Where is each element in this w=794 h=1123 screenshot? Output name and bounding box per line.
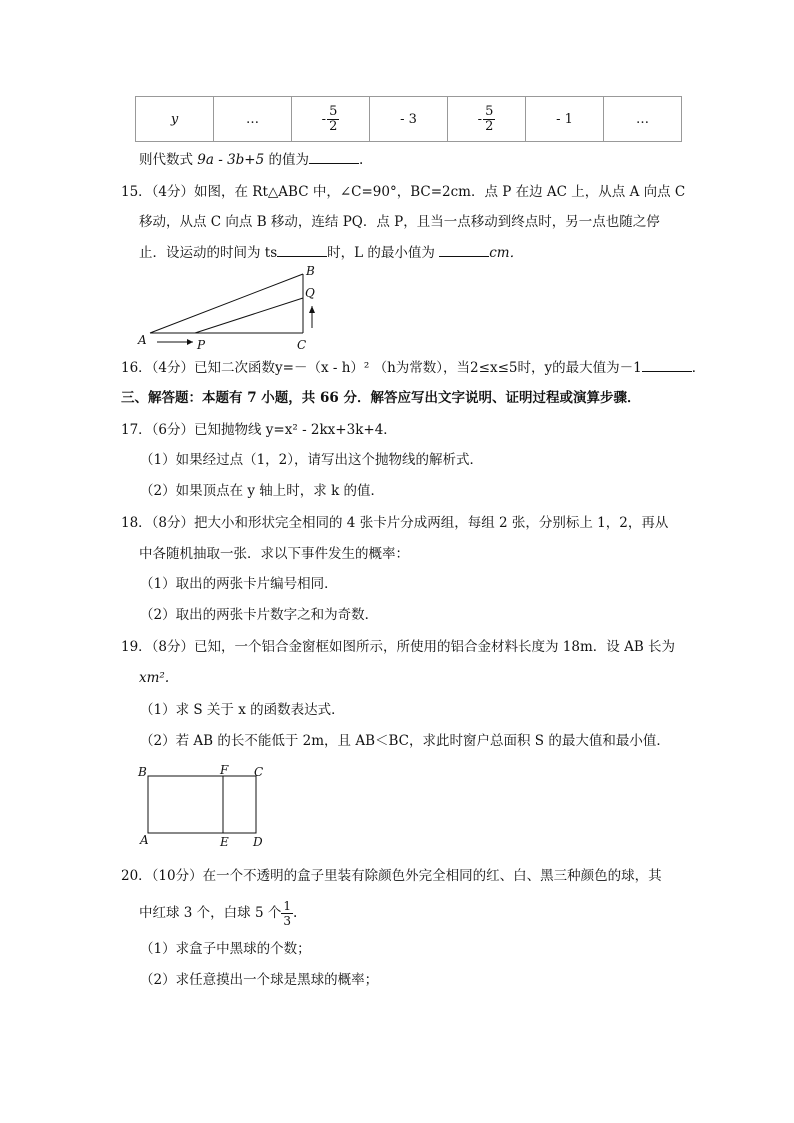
answer-blank [277, 243, 327, 257]
table-cell: - $\frac{5}{2}$ [292, 97, 370, 142]
answer-blank [309, 150, 359, 164]
label-Q: Q [305, 286, 315, 300]
q16: 16．（4分）已知二次函数y=－（x - h）² （h为常数），当2≤x≤5时，y的最大值为－1 ． [121, 360, 706, 376]
q19-stem1: 19．（8分）已知，一个铝合金窗框如图所示，所使用的铝合金材料长度为 18m．设 AB 长为 [121, 639, 676, 655]
answer-blank [642, 358, 692, 372]
q19-stem2: xm². [139, 670, 170, 686]
label-C: C [297, 338, 307, 352]
label-F: F [220, 763, 229, 777]
q19-part2: （2）若 AB 的长不能低于 2m，且 AB＜BC，求此时窗户总面积 S 的最大值和最小值． [140, 733, 670, 749]
q17-part1: （1）如果经过点（1，2），请写出这个抛物线的解析式． [140, 452, 484, 468]
q20-stem2: 中红球 3 个，白球 5 个 $\frac{1}{3}$ . [139, 899, 298, 928]
table-cell: … [604, 97, 682, 142]
label-P: P [197, 338, 206, 352]
q18-part2: （2）取出的两张卡片数字之和为奇数． [140, 607, 379, 623]
q15-line1: 15．（4分）如图，在 Rt△ABC 中，∠C=90°，BC=2cm．点 P 在边 AC 上，从点 A 向点 C [121, 184, 686, 200]
window-frame-figure [135, 760, 275, 852]
q19-part1: （1）求 S 关于 x 的函数表达式． [140, 702, 345, 718]
triangle-figure [135, 262, 335, 354]
label-D: D [253, 835, 263, 849]
table-cell: - $\frac{5}{2}$ [448, 97, 526, 142]
q14-tail: 则代数式 9a - 3b+5 的值为 . [139, 152, 364, 168]
label-E: E [220, 835, 229, 849]
table-cell-y: y [136, 97, 214, 142]
answer-blank [439, 243, 489, 257]
q17-part2: （2）如果顶点在 y 轴上时，求 k 的值． [140, 483, 385, 499]
q15-line3: 止．设运动的时间为 ts 时，L 的最小值为 cm． [139, 245, 524, 261]
table-cell: - 1 [526, 97, 604, 142]
table-cell: … [214, 97, 292, 142]
label-B: B [306, 264, 315, 278]
value-table [135, 96, 682, 142]
q17-stem: 17．（6分）已知抛物线 y=x² - 2kx+3k+4． [121, 422, 397, 438]
q15-line2: 移动，从点 C 向点 B 移动，连结 PQ．点 P，且当一点移动到终点时，另一点也随之停 [139, 214, 660, 230]
section-heading: 三、解答题：本题有 7 小题，共 66 分．解答应写出文字说明、证明过程或演算步骤． [121, 390, 641, 406]
table-cell: - 3 [370, 97, 448, 142]
q20-stem1: 20．（10分）在一个不透明的盒子里装有除颜色外完全相同的红、白、黑三种颜色的球，其 [121, 868, 662, 884]
label-A: A [140, 833, 149, 847]
q20-part2: （2）求任意摸出一个球是黑球的概率； [140, 972, 379, 988]
q18-stem2: 中各随机抽取一张．求以下事件发生的概率： [139, 546, 409, 562]
label-A: A [138, 333, 147, 347]
q20-part1: （1）求盒子中黑球的个数； [140, 941, 311, 957]
label-B: B [138, 765, 147, 779]
q18-part1: （1）取出的两张卡片编号相同． [140, 576, 338, 592]
q18-stem1: 18．（8分）把大小和形状完全相同的 4 张卡片分成两组，每组 2 张，分别标上 1，2，再从 [121, 515, 669, 531]
label-C: C [254, 765, 264, 779]
